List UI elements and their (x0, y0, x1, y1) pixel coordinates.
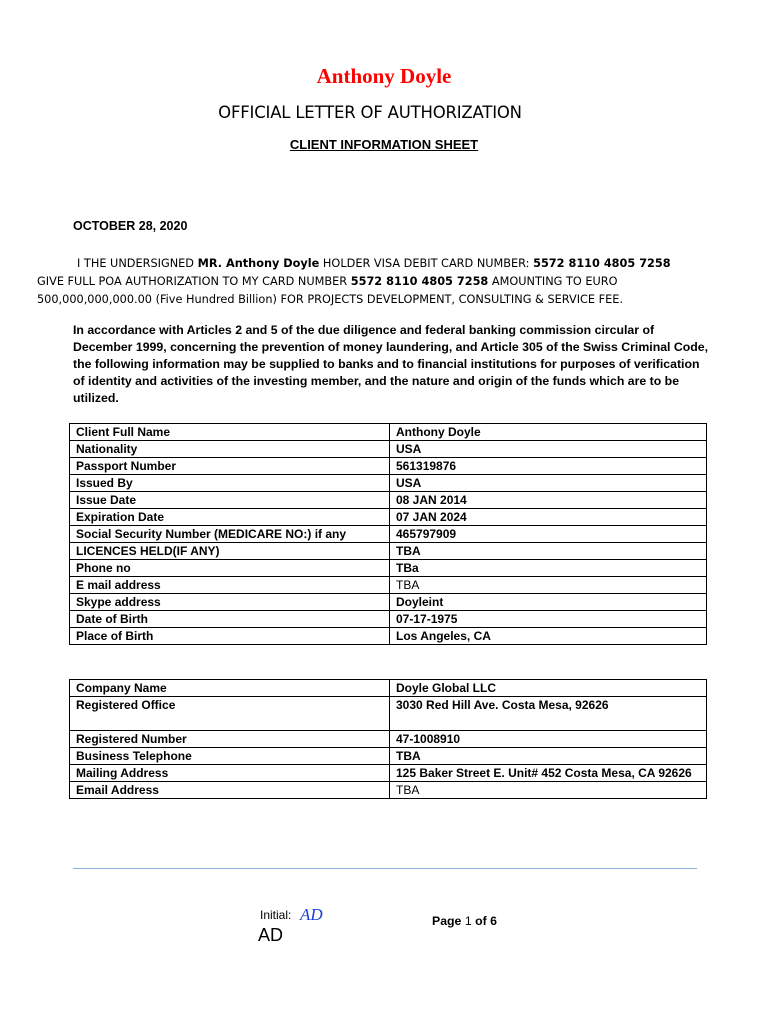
field-label: Company Name (70, 680, 390, 697)
field-value: 125 Baker Street E. Unit# 452 Costa Mesa, CA 92626 (390, 765, 707, 782)
table-row (70, 475, 707, 492)
legal-paragraph: In accordance with Articles 2 and 5 of the due diligence and federal banking commission circular of December 1999, concerning the prevention of money laundering, and Article 305 of the Swiss Criminal Code, the following information may be supplied to banks and to financial institutions for purposes of verification of identity and activities of the investing member, and the nature and origin of the funds which are to be utilized. (73, 323, 709, 405)
initial-label: Initial: (260, 908, 292, 922)
document-subtitle: CLIENT INFORMATION SHEET (289, 137, 479, 152)
field-label: Email Address (70, 782, 390, 799)
field-label: Client Full Name (70, 424, 390, 441)
table-row (70, 543, 707, 560)
initial-text: AD (258, 925, 284, 945)
field-label: LICENCES HELD(IF ANY) (70, 543, 390, 560)
table-row (70, 492, 707, 509)
field-value: USA (390, 475, 707, 492)
footer-divider (73, 868, 697, 869)
field-value: Anthony Doyle (390, 424, 707, 441)
field-value: 07 JAN 2024 (390, 509, 707, 526)
field-value: TBA (390, 577, 707, 594)
field-label: E mail address (70, 577, 390, 594)
field-value: 465797909 (390, 526, 707, 543)
document-title: OFFICIAL LETTER OF AUTHORIZATION (218, 103, 522, 122)
intro-holder-name: MR. Anthony Doyle (197, 257, 320, 270)
intro-prefix: I THE UNDERSIGNED (77, 257, 198, 270)
table-row (70, 748, 707, 765)
client-info-table (69, 423, 707, 645)
field-label: Registered Number (70, 731, 390, 748)
field-value: 47-1008910 (390, 731, 707, 748)
table-row (70, 782, 707, 799)
field-label: Expiration Date (70, 509, 390, 526)
field-value: 3030 Red Hill Ave. Costa Mesa, 92626 (390, 697, 707, 731)
card-number: 5572 8110 4805 7258 (533, 257, 671, 270)
table-row (70, 731, 707, 748)
field-value: 07-17-1975 (390, 611, 707, 628)
table-row (70, 424, 707, 441)
intro-amount-line: 500,000,000,000.00 (Five Hundred Billion) FOR PROJECTS DEVELOPMENT, CONSULTING & SERVICE FEE. (37, 293, 624, 306)
field-value: 561319876 (390, 458, 707, 475)
table-row (70, 594, 707, 611)
field-label: Nationality (70, 441, 390, 458)
field-value: TBA (390, 782, 707, 799)
table-row (70, 628, 707, 645)
page-suffix: of 6 (471, 914, 497, 928)
page-prefix: Page (432, 914, 465, 928)
field-label: Place of Birth (70, 628, 390, 645)
field-value: Doyle Global LLC (390, 680, 707, 697)
intro-card-text: HOLDER VISA DEBIT CARD NUMBER: (319, 257, 534, 270)
table-row (70, 509, 707, 526)
intro-amount-text: AMOUNTING TO EURO (488, 275, 618, 288)
field-value: TBa (390, 560, 707, 577)
table-row (70, 458, 707, 475)
intro-poa-text: GIVE FULL POA AUTHORIZATION TO MY CARD NUMBER (37, 275, 351, 288)
field-label: Mailing Address (70, 765, 390, 782)
field-value: Doyleint (390, 594, 707, 611)
table-row (70, 680, 707, 697)
field-label: Date of Birth (70, 611, 390, 628)
table-row (70, 526, 707, 543)
field-label: Issue Date (70, 492, 390, 509)
table-row (70, 577, 707, 594)
field-label: Issued By (70, 475, 390, 492)
field-label: Passport Number (70, 458, 390, 475)
field-label: Skype address (70, 594, 390, 611)
table-row (70, 611, 707, 628)
card-number-repeat: 5572 8110 4805 7258 (350, 275, 489, 288)
field-value: 08 JAN 2014 (390, 492, 707, 509)
authorization-statement (37, 255, 697, 309)
field-label: Phone no (70, 560, 390, 577)
table-row (70, 697, 707, 731)
company-info-table (69, 679, 707, 799)
field-value: TBA (390, 543, 707, 560)
page-current: 1 (464, 914, 472, 928)
table-row (70, 765, 707, 782)
field-label: Registered Office (70, 697, 390, 731)
table-row (70, 441, 707, 458)
initial-signature: AD (300, 905, 323, 924)
field-value: USA (390, 441, 707, 458)
field-label: Social Security Number (MEDICARE NO:) if any (70, 526, 390, 543)
page-indicator (432, 914, 497, 928)
field-value: Los Angeles, CA (390, 628, 707, 645)
letter-holder-name: Anthony Doyle (316, 64, 452, 88)
field-label: Business Telephone (70, 748, 390, 765)
field-value: TBA (390, 748, 707, 765)
letter-date: OCTOBER 28, 2020 (73, 219, 188, 233)
table-row (70, 560, 707, 577)
